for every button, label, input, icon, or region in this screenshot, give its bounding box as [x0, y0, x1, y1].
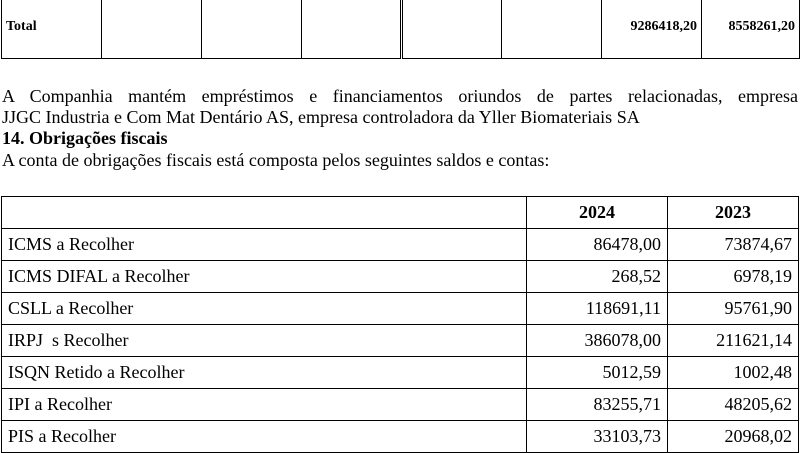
table-header-row [2, 197, 799, 229]
row-value-2023: 211621,14 [668, 325, 799, 357]
table-row [2, 229, 799, 261]
total-value-2023: 8558261,20 [702, 0, 800, 59]
row-label: ICMS a Recolher [2, 229, 527, 261]
header-2024: 2024 [527, 197, 668, 229]
row-value-2024: 5012,59 [527, 357, 668, 389]
row-value-2023: 20968,02 [668, 421, 799, 453]
paragraph-tax-obligations: A conta de obrigações fiscais está composta pelos seguintes saldos e contas: [2, 150, 550, 170]
row-value-2024: 33103,73 [527, 421, 668, 453]
section-heading: 14. Obrigações fiscais [2, 128, 168, 148]
paragraph-related-parties-line2: JJGC Industria e Com Mat Dentário AS, empresa controladora da Yller Biomateriais SA [2, 107, 640, 127]
empty-cell [402, 0, 502, 59]
row-label: CSLL a Recolher [2, 293, 527, 325]
row-value-2023: 48205,62 [668, 389, 799, 421]
row-value-2024: 83255,71 [527, 389, 668, 421]
empty-cell [502, 0, 602, 59]
total-value-2024: 9286418,20 [602, 0, 702, 59]
total-table [1, 0, 800, 59]
empty-cell [302, 0, 402, 59]
tax-obligations-table [1, 196, 799, 453]
empty-cell [102, 0, 202, 59]
row-value-2024: 86478,00 [527, 229, 668, 261]
table-row [2, 357, 799, 389]
table-row [2, 293, 799, 325]
row-label: IRPJ s Recolher [2, 325, 527, 357]
row-value-2024: 268,52 [527, 261, 668, 293]
table-row [2, 421, 799, 453]
row-label: ISQN Retido a Recolher [2, 357, 527, 389]
header-2023: 2023 [668, 197, 799, 229]
paragraph-related-parties-line1: A Companhia mantém empréstimos e financiamentos oriundos de partes relacionadas, empresa [2, 86, 798, 106]
row-value-2023: 95761,90 [668, 293, 799, 325]
row-value-2024: 118691,11 [527, 293, 668, 325]
total-row [2, 0, 800, 59]
row-label: IPI a Recolher [2, 389, 527, 421]
row-value-2024: 386078,00 [527, 325, 668, 357]
row-label: ICMS DIFAL a Recolher [2, 261, 527, 293]
empty-cell [202, 0, 302, 59]
header-label-column [2, 197, 527, 229]
table-row [2, 325, 799, 357]
table-row [2, 261, 799, 293]
row-value-2023: 6978,19 [668, 261, 799, 293]
row-value-2023: 73874,67 [668, 229, 799, 261]
total-label: Total [2, 0, 102, 59]
row-value-2023: 1002,48 [668, 357, 799, 389]
table-row [2, 389, 799, 421]
row-label: PIS a Recolher [2, 421, 527, 453]
